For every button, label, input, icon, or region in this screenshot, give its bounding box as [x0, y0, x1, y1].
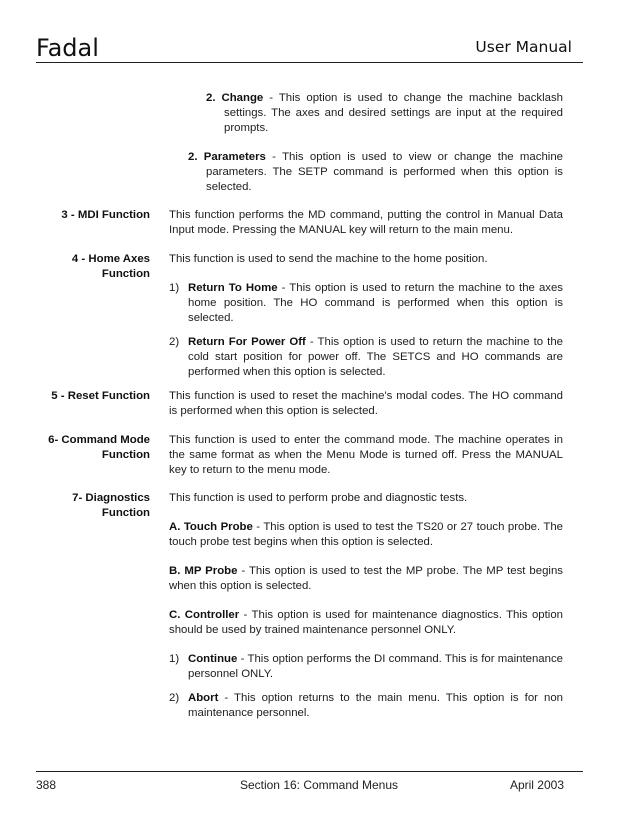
diag-item-2-number: 2)	[169, 692, 180, 704]
command-mode-heading-line2: Function	[101, 449, 150, 462]
home-axes-text: This function is used to send the machine to the home position.	[169, 253, 488, 265]
brand-logo-text: Fadal	[36, 34, 99, 62]
parameters-text: This option is used to view or change the machine parameters. The SETP command is performed when this option is selected.	[206, 151, 563, 194]
mdi-function-heading: 3 - MDI Function	[61, 209, 150, 221]
continue-label: Continue	[188, 653, 238, 665]
return-to-home-dash: -	[277, 282, 290, 294]
parameters-label: 2. Parameters	[188, 151, 266, 163]
return-to-home-label: Return To Home	[188, 282, 278, 294]
touch-probe-text: This option is used to test the TS20 or 27 touch probe. The touch probe test begins when this option is selected.	[169, 521, 564, 549]
footer-rule	[36, 771, 583, 772]
home-axes-heading	[20, 252, 150, 282]
touch-probe-dash: -	[252, 521, 264, 533]
mp-probe-text: This option is used to test the MP probe. The MP test begins when this option is selected.	[169, 565, 563, 593]
controller-dash: -	[239, 609, 252, 621]
command-mode-heading	[20, 433, 150, 463]
controller-text: This option is used for maintenance diagnostics. This option should be used by trained maintenance personnel ONLY.	[169, 609, 563, 637]
command-mode-heading-line1: 6- Command Mode	[48, 434, 150, 446]
change-option	[206, 91, 563, 136]
publication-date: April 2003	[509, 778, 564, 792]
abort-text: This option returns to the main menu. This option is for non maintenance personnel.	[188, 692, 564, 720]
section-title: Section 16: Command Menus	[239, 778, 399, 792]
home-axes-heading-line1: 4 - Home Axes	[71, 253, 150, 265]
reset-function-heading: 5 - Reset Function	[51, 390, 150, 402]
return-to-home-option	[188, 281, 563, 326]
touch-probe-label: A. Touch Probe	[169, 521, 253, 533]
change-dash: -	[263, 92, 279, 104]
change-text: This option is used to change the machine backlash settings. The axes and desired settings are input at the required prompts.	[224, 92, 563, 135]
command-mode-text: This function is used to enter the command mode. The machine operates in the same format as when the Menu Mode is turned off. Press the MANUAL key to return to the menu mode.	[169, 434, 563, 477]
diagnostics-heading	[20, 491, 150, 521]
reset-function-text: This function is used to reset the machine's modal codes. The HO command is performed when this option is selected.	[169, 390, 563, 418]
page-number: 388	[36, 778, 57, 792]
controller-option	[169, 608, 563, 638]
return-for-power-off-dash: -	[305, 336, 318, 348]
document-title: User Manual	[475, 38, 572, 56]
abort-option	[188, 691, 563, 721]
header-rule	[36, 62, 583, 63]
controller-label: C. Controller	[169, 609, 240, 621]
diagnostics-heading-line2: Function	[101, 507, 150, 520]
mdi-function-text: This function performs the MD command, putting the control in Manual Data Input mode. Pressing the MANUAL key will return to the main menu.	[169, 209, 563, 237]
mp-probe-option	[169, 564, 563, 594]
change-label: 2. Change	[206, 92, 264, 104]
continue-dash: -	[237, 653, 248, 665]
continue-text: This option performs the DI command. This is for maintenance personnel ONLY.	[188, 653, 563, 681]
mp-probe-dash: -	[237, 565, 249, 577]
abort-dash: -	[218, 692, 235, 704]
parameters-dash: -	[265, 151, 283, 163]
home-axes-heading-line2: Function	[101, 268, 150, 281]
parameters-option	[188, 150, 563, 195]
return-for-power-off-text: This option is used to return the machine to the cold start position for power off. The SETCS and HO commands are performed when this option is selected.	[188, 336, 563, 379]
diagnostics-heading-line1: 7- Diagnostics	[72, 492, 150, 504]
abort-label: Abort	[188, 692, 219, 704]
home-item-1-number: 1)	[169, 282, 180, 294]
mp-probe-label: B. MP Probe	[169, 565, 238, 577]
home-item-2-number: 2)	[169, 336, 180, 348]
touch-probe-option	[169, 520, 563, 550]
return-for-power-off-option	[188, 335, 563, 380]
diag-item-1-number: 1)	[169, 653, 180, 665]
diagnostics-text: This function is used to perform probe and diagnostic tests.	[169, 492, 468, 504]
continue-option	[188, 652, 563, 682]
return-to-home-text: This option is used to return the machine to the axes home position. The HO command is performed when this option is selected.	[188, 282, 564, 325]
return-for-power-off-label: Return For Power Off	[188, 336, 306, 348]
